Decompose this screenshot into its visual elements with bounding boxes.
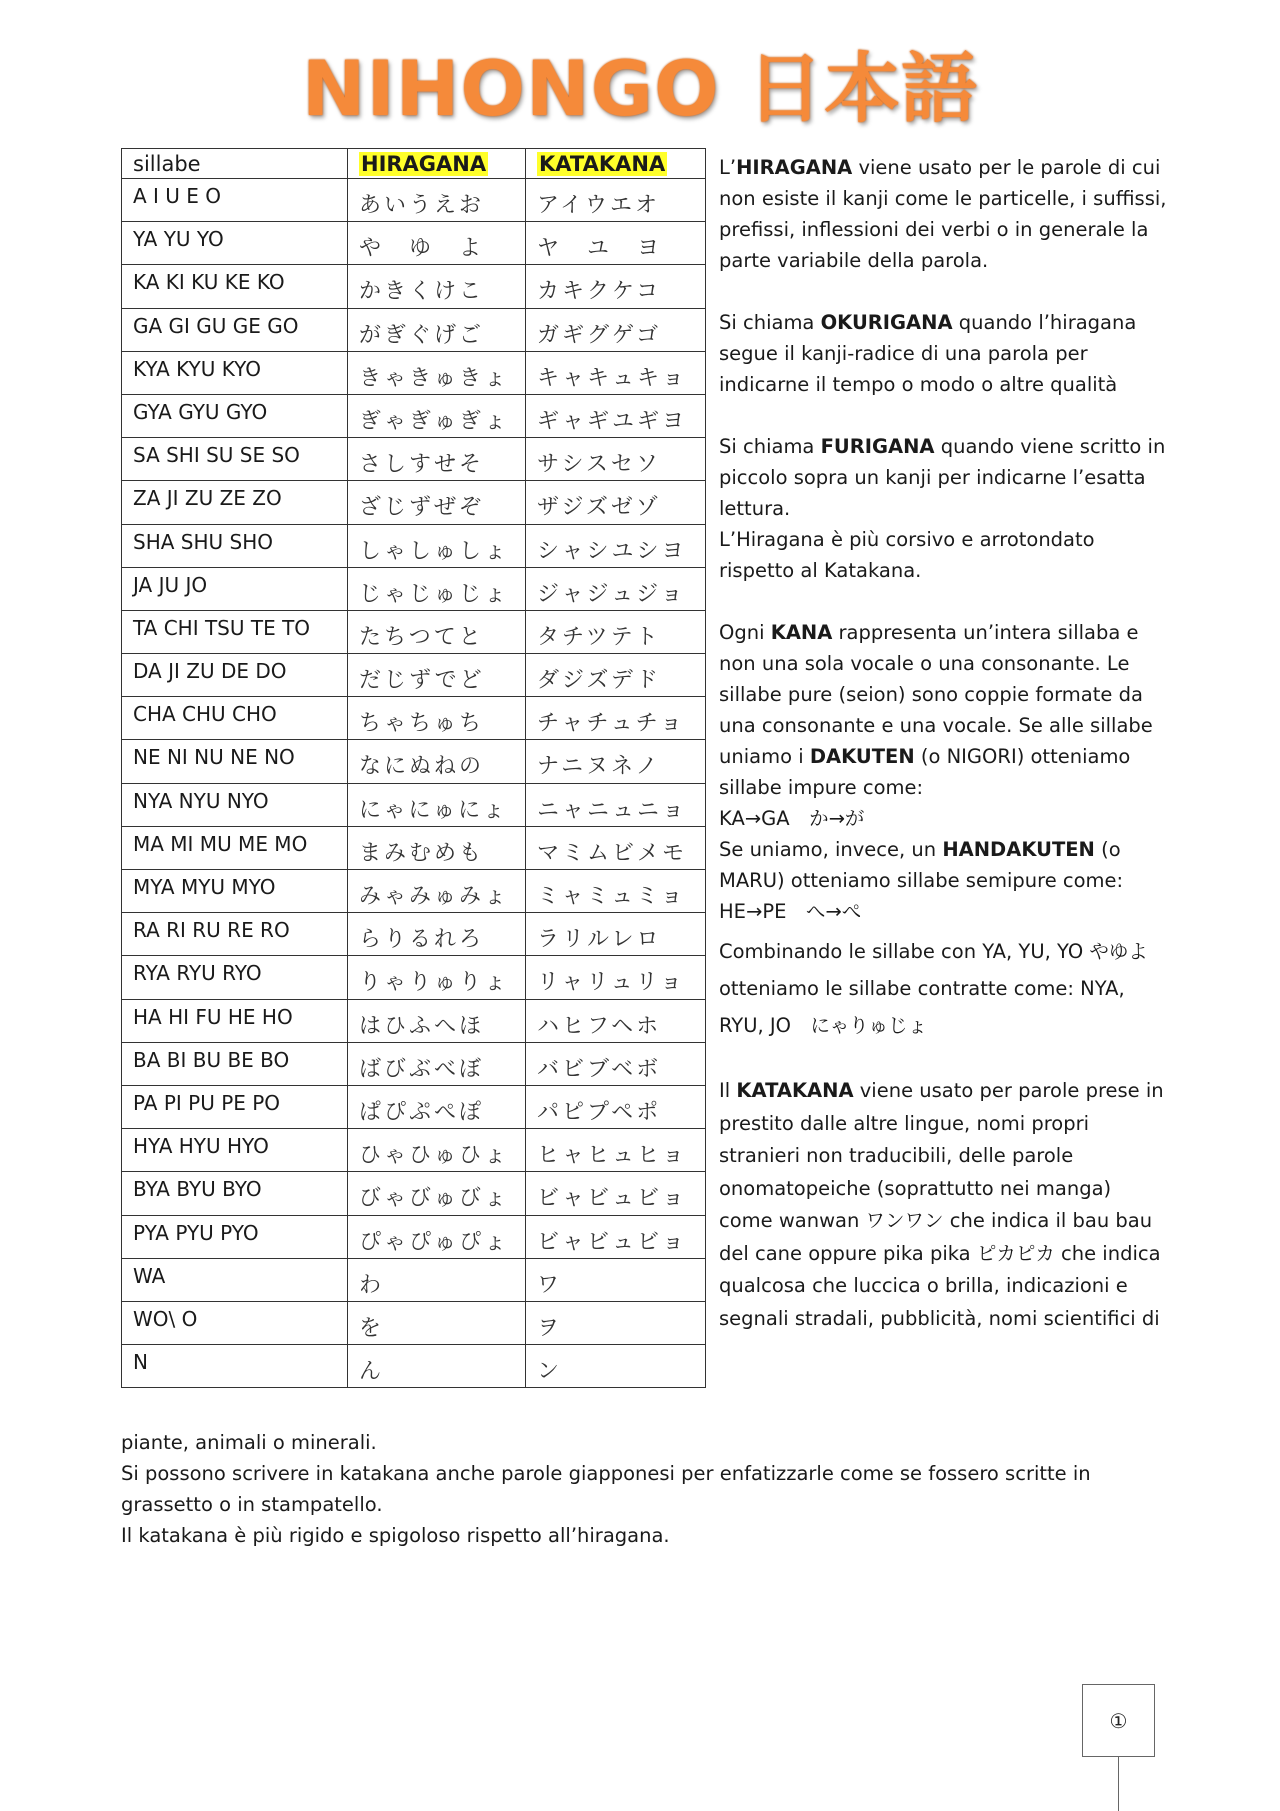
hiragana-style-paragraph: L’Hiragana è più corsivo e arrotondato rispetto al Katakana. bbox=[719, 528, 1095, 582]
syllable-cell: PYA PYU PYO bbox=[122, 1215, 348, 1258]
hiragana-cell: じゃじゅじょ bbox=[348, 567, 526, 610]
hiragana-cell: たちつてと bbox=[348, 610, 526, 653]
hiragana-cell: ひゃひゅひょ bbox=[348, 1129, 526, 1172]
table-row bbox=[122, 999, 706, 1042]
hiragana-cell: を bbox=[348, 1301, 526, 1344]
table-row bbox=[122, 654, 706, 697]
page-title: NIHONGO 日本語 bbox=[301, 44, 979, 133]
hiragana-cell: や ゆ よ bbox=[348, 222, 526, 265]
table-row bbox=[122, 956, 706, 999]
katakana-cell: タチツテト bbox=[526, 610, 706, 653]
table-row bbox=[122, 740, 706, 783]
syllable-cell: WO\ O bbox=[122, 1301, 348, 1344]
hiragana-cell: ぴゃぴゅぴょ bbox=[348, 1215, 526, 1258]
bottom-line-2: Si possono scrivere in katakana anche parole giapponesi per enfatizzarle come se fossero scritte in grassetto o in stampatello. bbox=[121, 1462, 1091, 1516]
hiragana-cell: なにぬねの bbox=[348, 740, 526, 783]
hiragana-cell: きゃきゅきょ bbox=[348, 351, 526, 394]
handakuten-paragraph: Se uniamo, invece, un HANDAKUTEN (o MARU) otteniamo sillabe semipure come: bbox=[719, 838, 1124, 892]
hiragana-cell: かきくけこ bbox=[348, 265, 526, 308]
syllable-cell: GA GI GU GE GO bbox=[122, 308, 348, 351]
table-row bbox=[122, 1085, 706, 1128]
header-katakana: KATAKANA bbox=[526, 149, 706, 179]
hiragana-cell: ぱぴぷぺぽ bbox=[348, 1085, 526, 1128]
table-row bbox=[122, 870, 706, 913]
katakana-continuation bbox=[121, 1427, 1181, 1551]
hiragana-cell: びゃびゅびょ bbox=[348, 1172, 526, 1215]
table-row bbox=[122, 351, 706, 394]
table-row bbox=[122, 1345, 706, 1388]
table-row bbox=[122, 697, 706, 740]
table-row bbox=[122, 179, 706, 222]
syllable-cell: NYA NYU NYO bbox=[122, 783, 348, 826]
syllable-cell: JA JU JO bbox=[122, 567, 348, 610]
hiragana-cell: みゃみゅみょ bbox=[348, 870, 526, 913]
katakana-cell: バビブベボ bbox=[526, 1042, 706, 1085]
hiragana-cell: わ bbox=[348, 1258, 526, 1301]
table-row bbox=[122, 394, 706, 437]
bottom-line-1: piante, animali o minerali. bbox=[121, 1431, 377, 1454]
hiragana-cell: ん bbox=[348, 1345, 526, 1388]
syllable-cell: MYA MYU MYO bbox=[122, 870, 348, 913]
katakana-cell: シャシユシヨ bbox=[526, 524, 706, 567]
syllable-cell: N bbox=[122, 1345, 348, 1388]
syllable-cell: GYA GYU GYO bbox=[122, 394, 348, 437]
syllable-cell: PA PI PU PE PO bbox=[122, 1085, 348, 1128]
katakana-cell: ガギグゲゴ bbox=[526, 308, 706, 351]
syllable-cell: RYA RYU RYO bbox=[122, 956, 348, 999]
katakana-cell: チャチュチョ bbox=[526, 697, 706, 740]
katakana-cell: ナニヌネノ bbox=[526, 740, 706, 783]
table-row bbox=[122, 1301, 706, 1344]
table-row bbox=[122, 481, 706, 524]
hiragana-cell: ぎゃぎゅぎょ bbox=[348, 394, 526, 437]
table-row bbox=[122, 1215, 706, 1258]
hiragana-cell: ばびぶべぼ bbox=[348, 1042, 526, 1085]
syllable-cell: DA JI ZU DE DO bbox=[122, 654, 348, 697]
table-row bbox=[122, 524, 706, 567]
katakana-cell: ザジズゼゾ bbox=[526, 481, 706, 524]
hiragana-cell: ちゃちゅち bbox=[348, 697, 526, 740]
syllable-cell: NE NI NU NE NO bbox=[122, 740, 348, 783]
katakana-paragraph: Il KATAKANA viene usato per parole prese in prestito dalle altre lingue, nomi propri stranieri non traducibili, delle parole onomatopeiche (soprattutto nei manga) come wanwan ワンワン che indica il bau bau del cane oppure pika pika ピカピカ che indica qualcosa che luccica o brilla, indicazioni e segnali stradali, pubblicità, nomi scientifici di bbox=[719, 1079, 1164, 1330]
syllable-cell: RA RI RU RE RO bbox=[122, 913, 348, 956]
table-row bbox=[122, 1172, 706, 1215]
hiragana-cell: ざじずぜぞ bbox=[348, 481, 526, 524]
syllable-cell: KA KI KU KE KO bbox=[122, 265, 348, 308]
table-row bbox=[122, 783, 706, 826]
page-number-connector bbox=[1118, 1757, 1119, 1811]
katakana-cell: ヒャヒュヒョ bbox=[526, 1129, 706, 1172]
table-header-row bbox=[122, 149, 706, 179]
hiragana-cell: はひふへほ bbox=[348, 999, 526, 1042]
syllable-cell: TA CHI TSU TE TO bbox=[122, 610, 348, 653]
katakana-cell: ヲ bbox=[526, 1301, 706, 1344]
page-number: ① bbox=[1082, 1684, 1155, 1757]
katakana-cell: アイウエオ bbox=[526, 179, 706, 222]
hiragana-cell: まみむめも bbox=[348, 826, 526, 869]
table-row bbox=[122, 222, 706, 265]
katakana-cell: ビャビュビョ bbox=[526, 1215, 706, 1258]
syllable-cell: HA HI FU HE HO bbox=[122, 999, 348, 1042]
katakana-cell: ン bbox=[526, 1345, 706, 1388]
syllable-cell: ZA JI ZU ZE ZO bbox=[122, 481, 348, 524]
syllable-cell: MA MI MU ME MO bbox=[122, 826, 348, 869]
katakana-cell: ダジズデド bbox=[526, 654, 706, 697]
table-row bbox=[122, 308, 706, 351]
bottom-line-3: Il katakana è più rigido e spigoloso rispetto all’hiragana. bbox=[121, 1524, 670, 1547]
table-row bbox=[122, 913, 706, 956]
hiragana-cell: らりるれろ bbox=[348, 913, 526, 956]
table-row bbox=[122, 1042, 706, 1085]
hiragana-katakana-explanation bbox=[719, 152, 1169, 1335]
syllable-cell: YA YU YO bbox=[122, 222, 348, 265]
katakana-cell: ミャミュミョ bbox=[526, 870, 706, 913]
okurigana-paragraph: Si chiama OKURIGANA quando l’hiragana segue il kanji-radice di una parola per indicarne il tempo o modo o altre qualità bbox=[719, 311, 1137, 396]
syllable-cell: HYA HYU HYO bbox=[122, 1129, 348, 1172]
katakana-cell: ニャニュニョ bbox=[526, 783, 706, 826]
hiragana-cell: さしすせそ bbox=[348, 438, 526, 481]
kana-paragraph: Ogni KANA rappresenta un’intera sillaba e non una sola vocale o una consonante. Le sillabe pure (seion) sono coppie formate da una consonante e una vocale. Se alle sillabe uniamo i DAKUTEN (o NIGORI) otteniamo sillabe impure come: bbox=[719, 621, 1153, 799]
syllable-cell: A I U E O bbox=[122, 179, 348, 222]
hiragana-cell: がぎぐげご bbox=[348, 308, 526, 351]
kana-table bbox=[121, 148, 706, 1388]
katakana-cell: ハヒフヘホ bbox=[526, 999, 706, 1042]
table-row bbox=[122, 265, 706, 308]
table-row bbox=[122, 826, 706, 869]
katakana-cell: リャリュリョ bbox=[526, 956, 706, 999]
katakana-cell: ビャビュビョ bbox=[526, 1172, 706, 1215]
hiragana-cell: しゃしゅしょ bbox=[348, 524, 526, 567]
syllable-cell: SHA SHU SHO bbox=[122, 524, 348, 567]
header-sillabe: sillabe bbox=[122, 149, 348, 179]
katakana-cell: ジャジュジョ bbox=[526, 567, 706, 610]
table-row bbox=[122, 438, 706, 481]
hiragana-cell: りゃりゅりょ bbox=[348, 956, 526, 999]
katakana-cell: サシスセソ bbox=[526, 438, 706, 481]
table-row bbox=[122, 1258, 706, 1301]
hiragana-cell: にゃにゅにょ bbox=[348, 783, 526, 826]
hiragana-cell: だじずでど bbox=[348, 654, 526, 697]
katakana-cell: パピプペポ bbox=[526, 1085, 706, 1128]
syllable-cell: WA bbox=[122, 1258, 348, 1301]
table-row bbox=[122, 1129, 706, 1172]
katakana-cell: ラリルレロ bbox=[526, 913, 706, 956]
dakuten-example: KA→GA か→が bbox=[719, 807, 865, 830]
header-hiragana: HIRAGANA bbox=[348, 149, 526, 179]
syllable-cell: CHA CHU CHO bbox=[122, 697, 348, 740]
katakana-cell: ワ bbox=[526, 1258, 706, 1301]
syllable-cell: BYA BYU BYO bbox=[122, 1172, 348, 1215]
table-row bbox=[122, 567, 706, 610]
katakana-cell: ギャギユギヨ bbox=[526, 394, 706, 437]
furigana-paragraph: Si chiama FURIGANA quando viene scritto in piccolo sopra un kanji per indicarne l’esatta lettura. bbox=[719, 435, 1166, 520]
syllable-cell: KYA KYU KYO bbox=[122, 351, 348, 394]
hiragana-paragraph: L’HIRAGANA viene usato per le parole di cui non esiste il kanji come le particelle, i suffissi, prefissi, inflessioni dei verbi o in generale la parte variabile della parola. bbox=[719, 156, 1167, 272]
contracted-syllables-paragraph: Combinando le sillabe con YA, YU, YO やゆよ otteniamo le sillabe contratte come: NYA, RYU, JO にゃりゅじょ bbox=[719, 940, 1148, 1037]
katakana-cell: マミムビメモ bbox=[526, 826, 706, 869]
katakana-cell: カキクケコ bbox=[526, 265, 706, 308]
table-row bbox=[122, 610, 706, 653]
katakana-cell: キャキュキョ bbox=[526, 351, 706, 394]
katakana-cell: ヤ ユ ヨ bbox=[526, 222, 706, 265]
syllable-cell: SA SHI SU SE SO bbox=[122, 438, 348, 481]
syllable-cell: BA BI BU BE BO bbox=[122, 1042, 348, 1085]
handakuten-example: HE→PE へ→ぺ bbox=[719, 900, 862, 923]
hiragana-cell: あいうえお bbox=[348, 179, 526, 222]
